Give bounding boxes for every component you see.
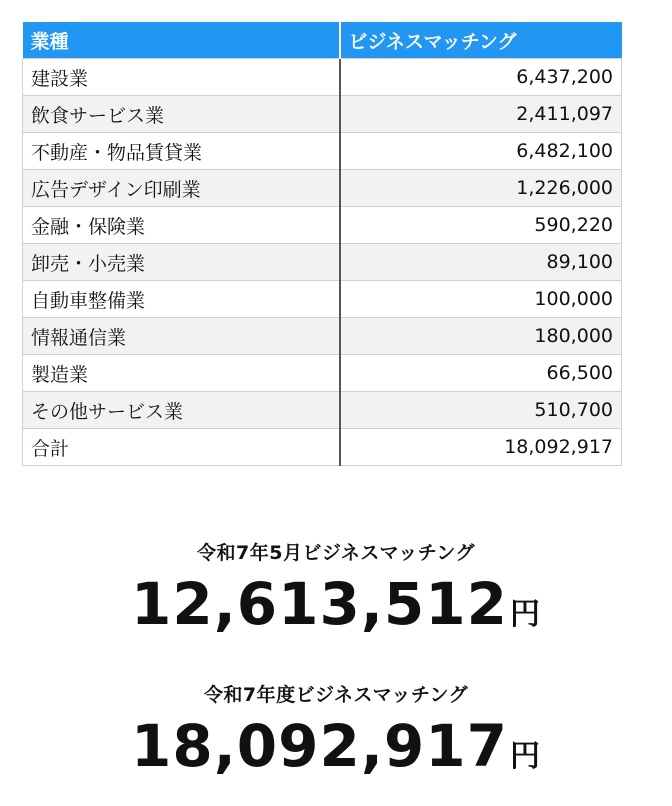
industry-name: 不動産・物品賃貸業 bbox=[23, 133, 340, 170]
table-row bbox=[23, 96, 622, 133]
table-row bbox=[23, 281, 622, 318]
header-business-matching: ビジネスマッチング bbox=[340, 22, 622, 59]
total-amount: 18,092,917 bbox=[340, 429, 622, 466]
table-row bbox=[23, 392, 622, 429]
table-row bbox=[23, 170, 622, 207]
total-label: 合計 bbox=[23, 429, 340, 466]
table-row bbox=[23, 318, 622, 355]
industry-name: 金融・保険業 bbox=[23, 207, 340, 244]
yearly-summary-amount-line bbox=[0, 712, 672, 780]
industry-amount: 89,100 bbox=[340, 244, 622, 281]
yearly-summary bbox=[0, 680, 672, 780]
industry-amount: 6,437,200 bbox=[340, 59, 622, 96]
table-row bbox=[23, 59, 622, 96]
industry-name: 建設業 bbox=[23, 59, 340, 96]
industry-name: 製造業 bbox=[23, 355, 340, 392]
industry-name: 広告デザイン印刷業 bbox=[23, 170, 340, 207]
yearly-summary-unit: 円 bbox=[509, 739, 541, 774]
table-row bbox=[23, 133, 622, 170]
yearly-summary-amount: 18,092,917 bbox=[131, 712, 508, 780]
industry-amount: 590,220 bbox=[340, 207, 622, 244]
industry-table bbox=[22, 22, 622, 466]
monthly-summary bbox=[0, 538, 672, 638]
table-row bbox=[23, 355, 622, 392]
industry-name: 情報通信業 bbox=[23, 318, 340, 355]
industry-name: 飲食サービス業 bbox=[23, 96, 340, 133]
industry-amount: 2,411,097 bbox=[340, 96, 622, 133]
table-row bbox=[23, 244, 622, 281]
industry-amount: 66,500 bbox=[340, 355, 622, 392]
monthly-summary-amount: 12,613,512 bbox=[131, 570, 508, 638]
monthly-summary-label: 令和7年5月ビジネスマッチング bbox=[197, 542, 475, 564]
industry-name: 自動車整備業 bbox=[23, 281, 340, 318]
header-industry: 業種 bbox=[23, 22, 340, 59]
industry-name: 卸売・小売業 bbox=[23, 244, 340, 281]
industry-name: その他サービス業 bbox=[23, 392, 340, 429]
industry-amount: 510,700 bbox=[340, 392, 622, 429]
monthly-summary-unit: 円 bbox=[509, 597, 541, 632]
industry-amount: 1,226,000 bbox=[340, 170, 622, 207]
yearly-summary-label: 令和7年度ビジネスマッチング bbox=[203, 684, 469, 706]
table-row bbox=[23, 207, 622, 244]
industry-amount: 180,000 bbox=[340, 318, 622, 355]
table-header-row bbox=[23, 22, 622, 59]
industry-amount: 100,000 bbox=[340, 281, 622, 318]
monthly-summary-amount-line bbox=[0, 570, 672, 638]
total-row bbox=[23, 429, 622, 466]
industry-amount: 6,482,100 bbox=[340, 133, 622, 170]
